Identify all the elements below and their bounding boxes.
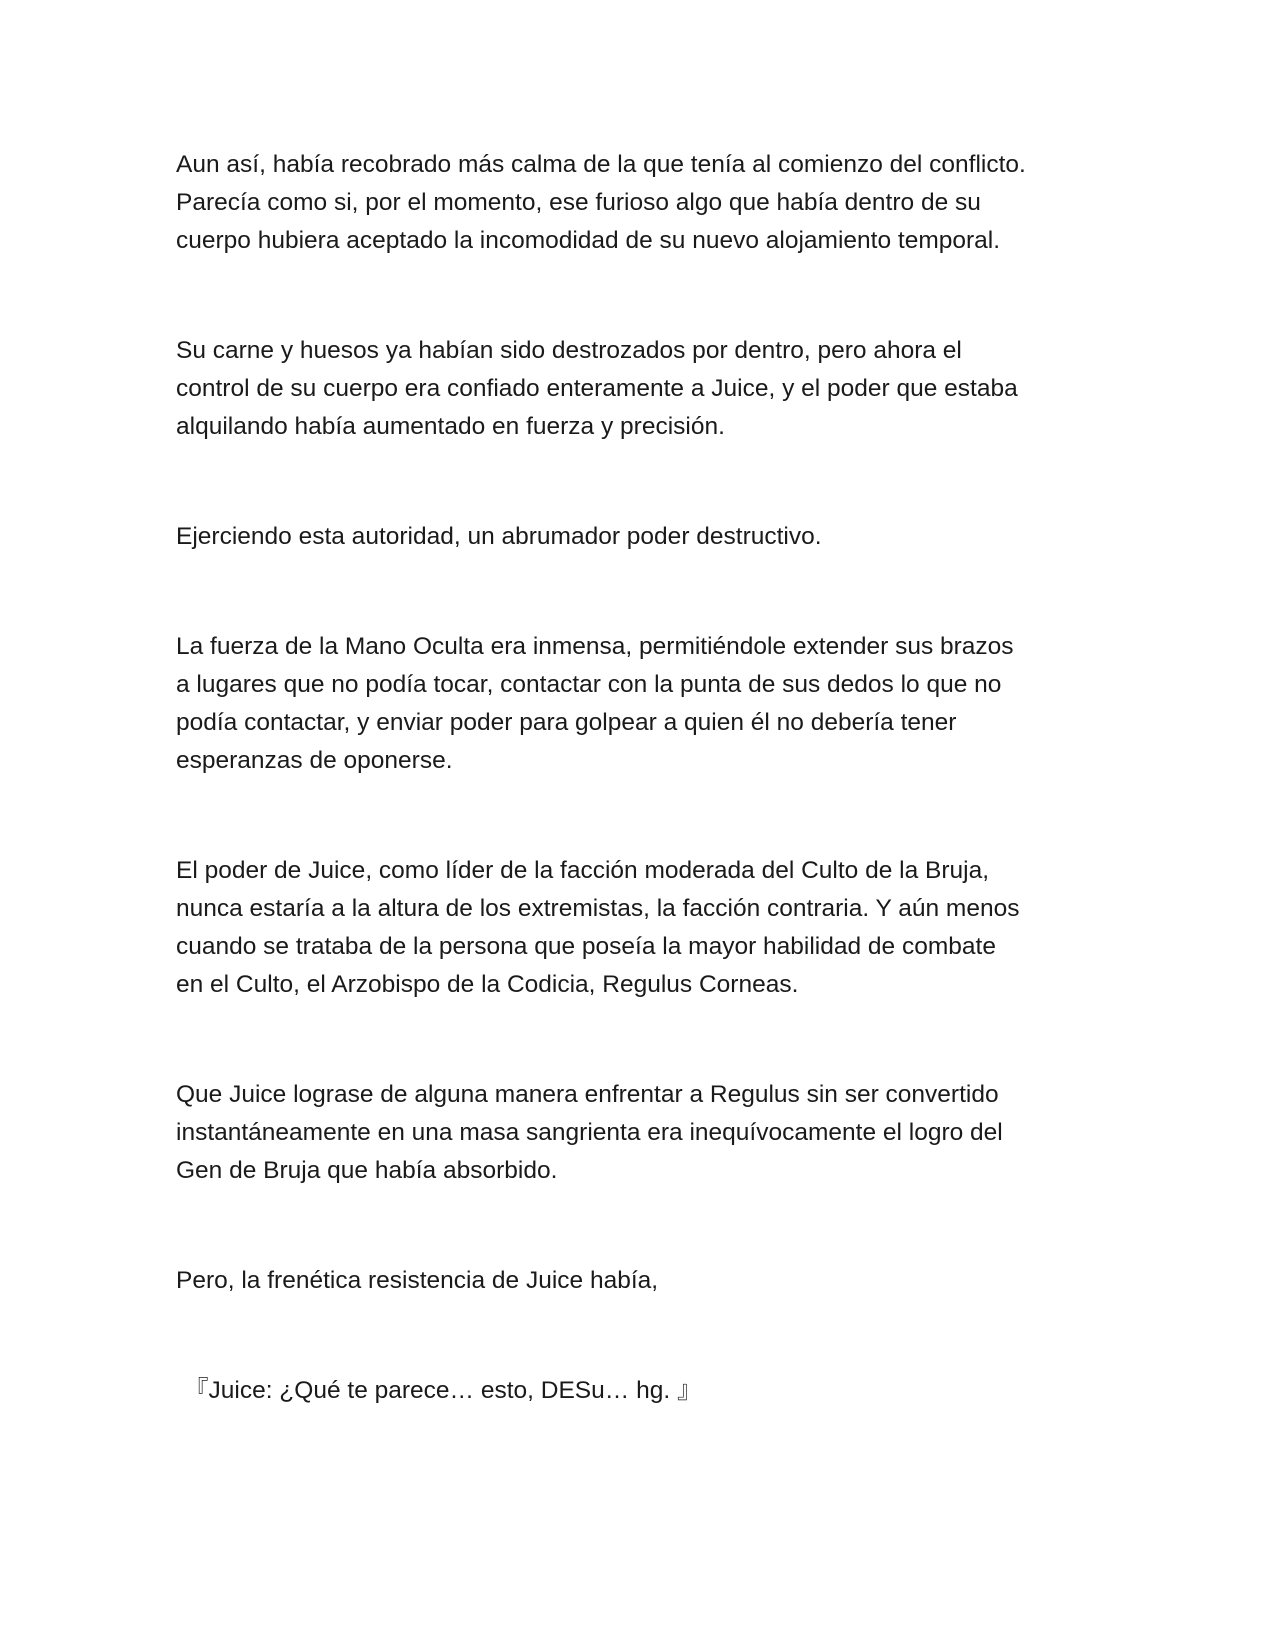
paragraph-5: El poder de Juice, como líder de la facción moderada del Culto de la Bruja, nunca estaría a la altura de los extremistas, la facción contraria. Y aún menos cuando se trataba de la persona que poseía la mayor habilidad de combate en el Culto, el Arzobispo de la Codicia, Regulus Corneas.	[176, 857, 1020, 998]
paragraph-spacer	[176, 780, 1116, 852]
paragraph-spacer	[176, 556, 1116, 628]
paragraph-4: La fuerza de la Mano Oculta era inmensa, permitiéndole extender sus brazos a lugares que no podía tocar, contactar con la punta de sus dedos lo que no podía contactar, y enviar poder para golpear a quien él no debería tener esperanzas de oponerse.	[176, 633, 1014, 774]
paragraph-3: Ejerciendo esta autoridad, un abrumador poder destructivo.	[176, 523, 822, 550]
paragraph-spacer	[176, 1300, 1116, 1372]
paragraph-1: Aun así, había recobrado más calma de la que tenía al comienzo del conflicto. Parecía como si, por el momento, ese furioso algo que había dentro de su cuerpo hubiera aceptado la incomodidad de su nuevo alojamiento temporal.	[176, 151, 1026, 254]
dialogue-line: 『Juice: ¿Qué te parece… esto, DESu… hg. 』	[184, 1377, 702, 1404]
paragraph-2: Su carne y huesos ya habían sido destrozados por dentro, pero ahora el control de su cuerpo era confiado enteramente a Juice, y el poder que estaba alquilando había aumentado en fuerza y precisión.	[176, 337, 1018, 440]
paragraph-spacer	[176, 446, 1116, 518]
paragraph-spacer	[176, 1004, 1116, 1076]
paragraph-spacer	[176, 1190, 1116, 1262]
paragraph-6: Que Juice lograse de alguna manera enfrentar a Regulus sin ser convertido instantáneamente en una masa sangrienta era inequívocamente el logro del Gen de Bruja que había absorbido.	[176, 1081, 1003, 1184]
document-body	[176, 146, 1116, 1410]
paragraph-spacer	[176, 260, 1116, 332]
paragraph-7: Pero, la frenética resistencia de Juice había,	[176, 1267, 659, 1294]
